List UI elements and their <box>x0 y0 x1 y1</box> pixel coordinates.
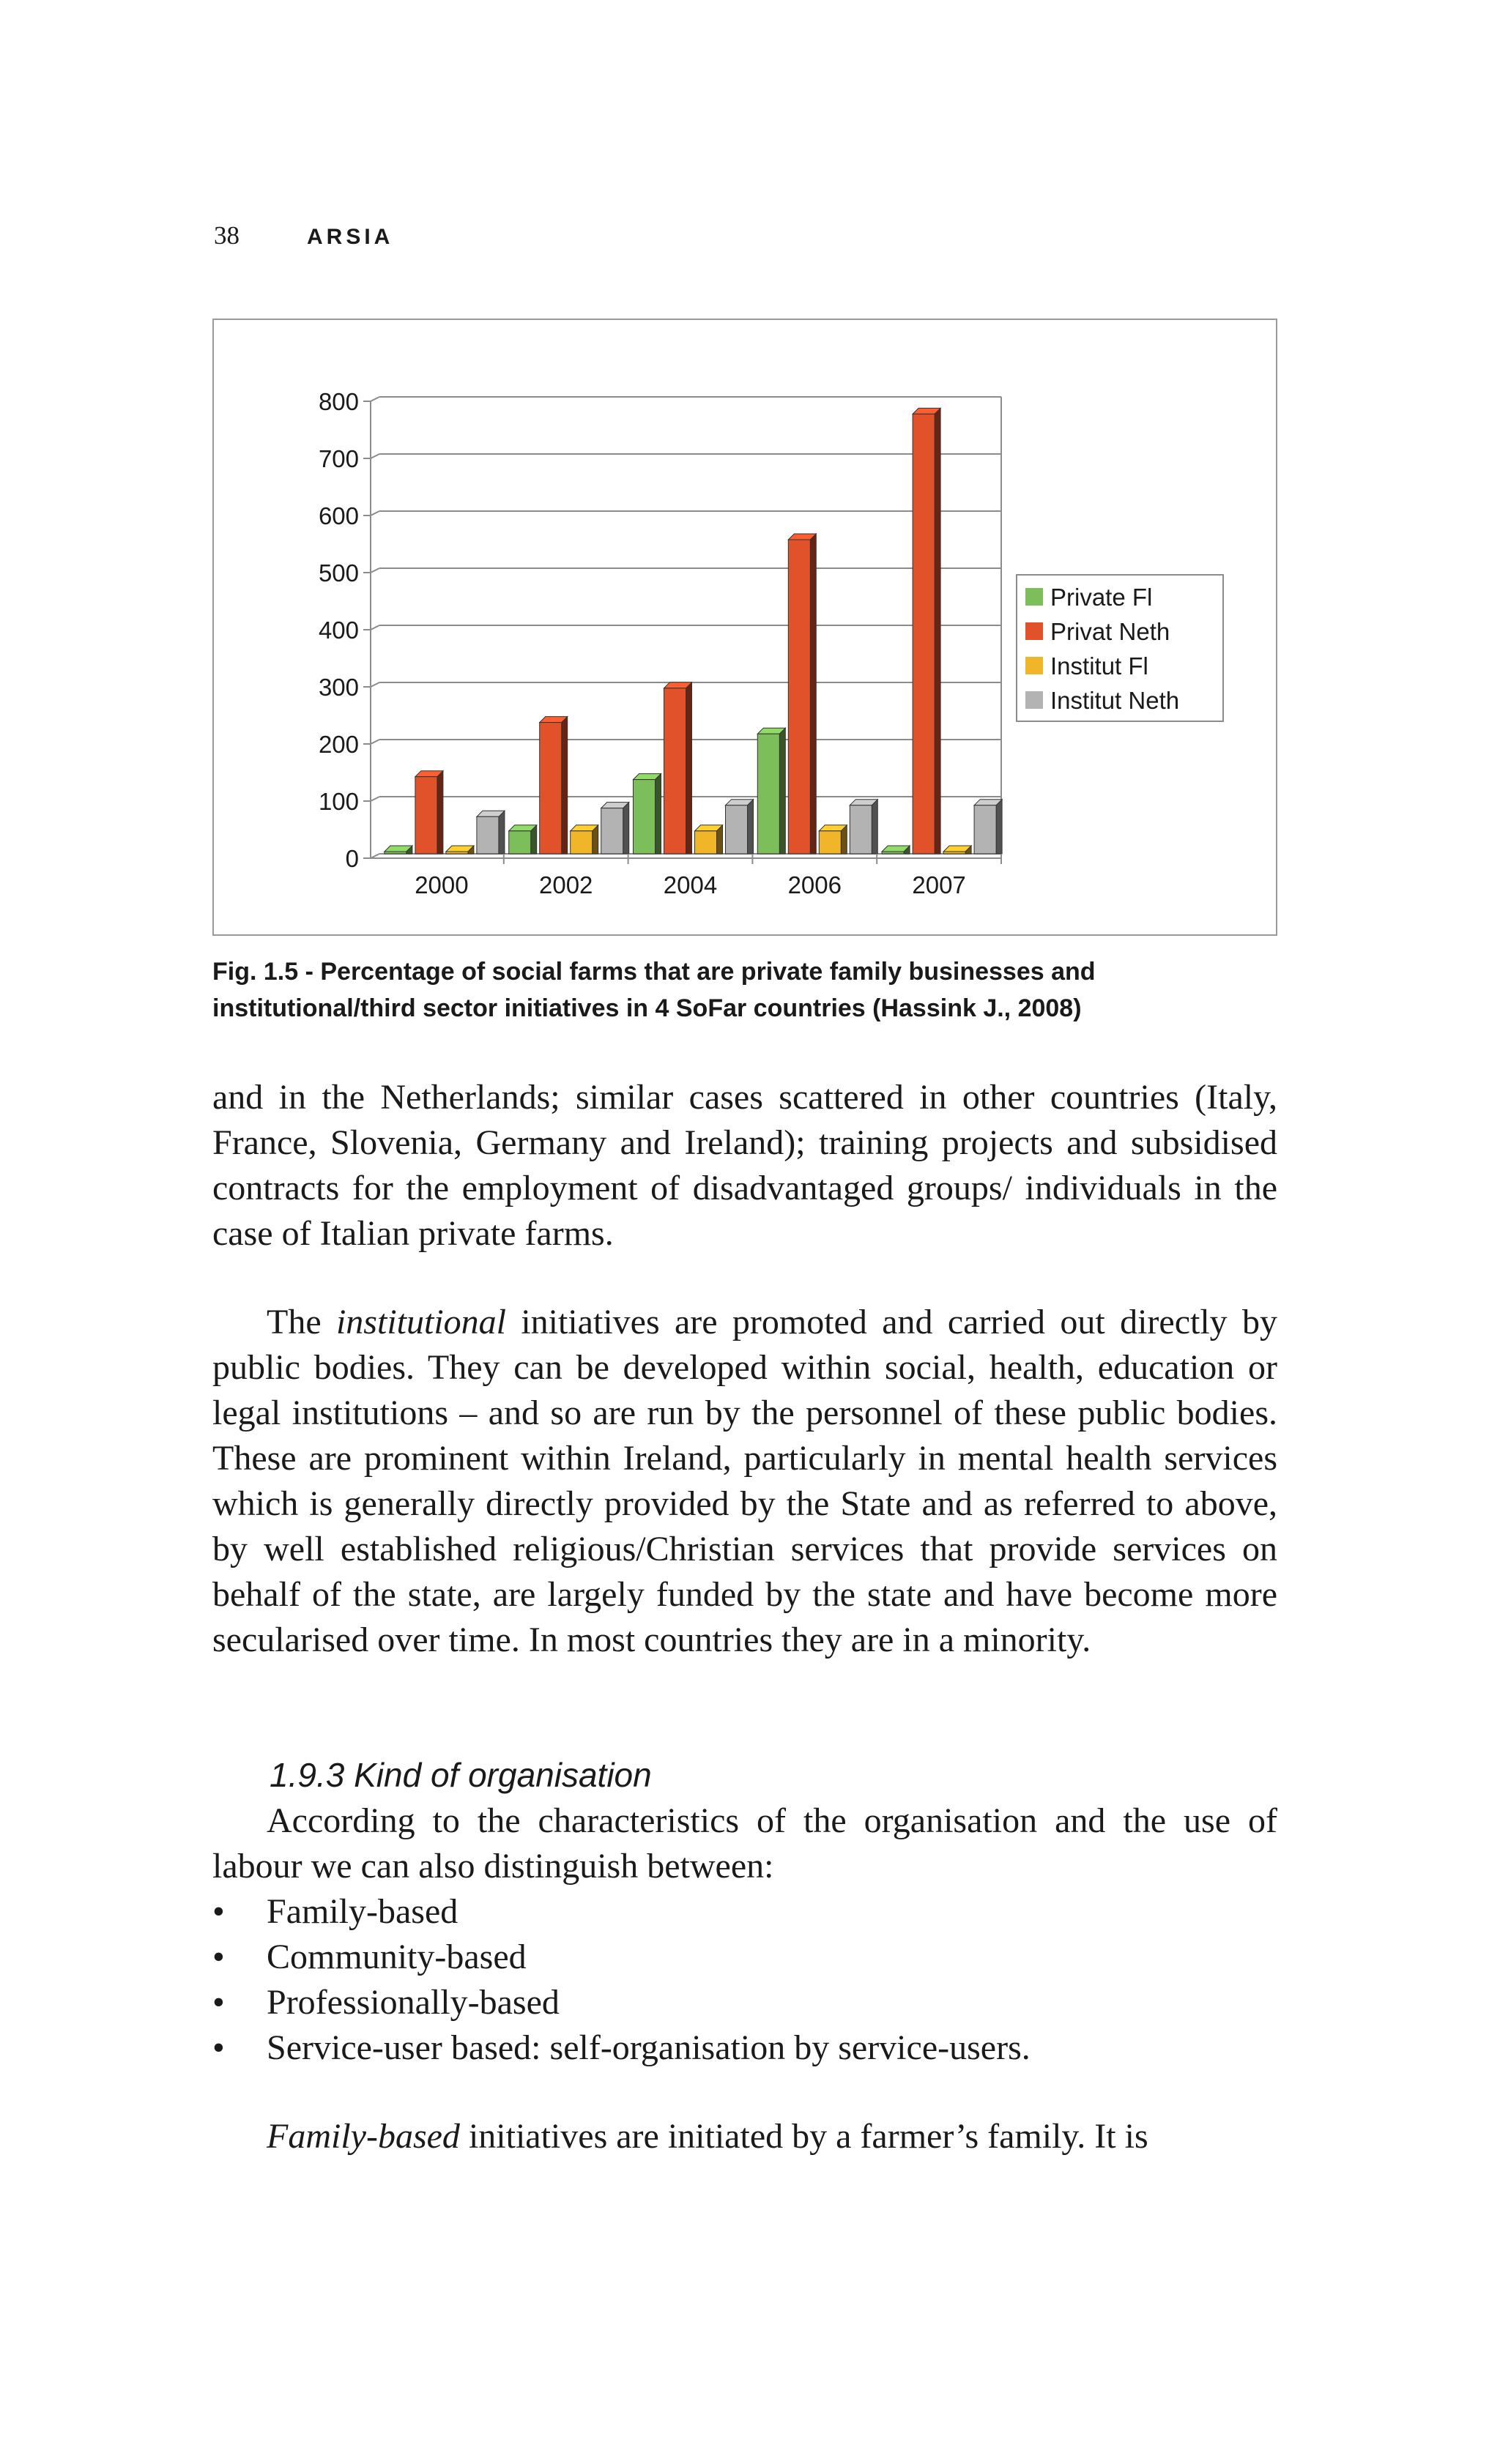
paragraph-4-rest: initiatives are initiated by a farmer’s family. It is <box>459 2117 1148 2156</box>
bullet-icon: • <box>212 2028 225 2067</box>
figure-caption <box>212 953 1282 1027</box>
bar-side <box>656 774 661 854</box>
bar-side <box>872 800 877 854</box>
bar <box>415 777 437 854</box>
bar <box>601 808 623 854</box>
caption-line-2: institutional/third sector initiatives in 4 SoFar countries (Hassink J., 2008) <box>212 994 1082 1022</box>
gridline-depth <box>371 454 379 458</box>
bar <box>726 805 748 854</box>
y-tick-label: 500 <box>318 559 359 587</box>
bar-side <box>499 811 505 854</box>
x-tick-label: 2007 <box>912 871 966 898</box>
paragraph-4-text <box>212 2114 1277 2159</box>
bar <box>664 688 686 854</box>
gridline-depth <box>371 625 379 630</box>
bullet-icon: • <box>212 1892 225 1931</box>
bar <box>446 852 468 854</box>
paragraph-2 <box>212 1300 1277 1663</box>
y-tick-label: 0 <box>345 845 359 872</box>
x-tick-label: 2002 <box>538 871 593 898</box>
bar <box>943 852 965 854</box>
caption-line-1: Fig. 1.5 - Percentage of social farms that are private family businesses and <box>212 958 1096 986</box>
legend-swatch <box>1025 588 1043 606</box>
list-item <box>212 1889 1277 1935</box>
y-tick-label: 700 <box>318 445 359 472</box>
paragraph-2-start: The <box>267 1303 336 1341</box>
bar-chart <box>214 320 1276 934</box>
bar-side <box>996 800 1002 854</box>
list-item-text: Community-based <box>267 1938 527 1976</box>
bar <box>540 723 562 854</box>
section-heading: 1.9.3 Kind of organisation <box>270 1756 652 1794</box>
bar-side <box>810 534 816 854</box>
y-tick-label: 400 <box>318 617 359 644</box>
y-tick-label: 200 <box>318 731 359 758</box>
bar <box>634 780 656 854</box>
bullet-icon: • <box>212 1983 225 2022</box>
paragraph-2-text <box>212 1300 1277 1663</box>
list-item-text: Service-user based: self-organisation by service-users. <box>267 2028 1031 2067</box>
bar <box>477 816 499 854</box>
bar <box>913 414 935 854</box>
y-tick-label: 100 <box>318 788 359 815</box>
paragraph-4 <box>212 2114 1277 2159</box>
bar <box>788 540 810 854</box>
x-tick-label: 2000 <box>415 871 469 898</box>
bar <box>757 734 779 854</box>
bar <box>974 805 996 854</box>
bar-side <box>437 771 443 854</box>
page-number: 38 <box>214 221 240 250</box>
bar-side <box>686 682 692 854</box>
bar <box>571 831 593 854</box>
y-tick-label: 800 <box>318 388 359 415</box>
y-tick-label: 300 <box>318 674 359 701</box>
list-item <box>212 1935 1277 1980</box>
bar <box>509 831 531 854</box>
bar-side <box>748 800 754 854</box>
gridline-depth <box>371 682 379 687</box>
gridline-depth <box>371 568 379 573</box>
bullet-icon: • <box>212 1938 225 1976</box>
bullet-list <box>212 1889 1277 2071</box>
legend-label: Institut Neth <box>1050 687 1180 714</box>
legend-swatch <box>1025 657 1043 674</box>
paragraph-3-text: According to the characteristics of the organisation and the use of labour we can also distinguish between: <box>212 1801 1277 1886</box>
x-tick-label: 2004 <box>663 871 718 898</box>
legend-label: Privat Neth <box>1050 618 1170 645</box>
paragraph-1 <box>212 1075 1277 1257</box>
paragraph-4-italic: Family-based <box>267 2117 460 2156</box>
list-item <box>212 1980 1277 2025</box>
running-head <box>214 221 393 256</box>
paragraph-2-italic: institutional <box>335 1303 506 1341</box>
gridline-depth <box>371 397 379 401</box>
list-item-text: Family-based <box>267 1892 458 1931</box>
legend-swatch <box>1025 622 1043 640</box>
bar-side <box>935 408 940 854</box>
bar-side <box>779 728 785 854</box>
gridline-depth <box>371 511 379 515</box>
bar <box>850 805 872 854</box>
paragraph-3 <box>212 1798 1277 1889</box>
paragraph-2-rest: initiatives are promoted and carried out directly by public bodies. They can be developed within social, health, education or legal institutions – and so are run by the personnel of these public bodies. These are prominent within Ireland, particularly in mental health services which is generally directly provided by the State and as referred to above, by well established religious/Christian services that provide services on behalf of the state, are largely funded by the state and have become more secularised over time. In most countries they are in a minority. <box>212 1303 1278 1659</box>
bar-side <box>623 803 629 854</box>
list-item-text: Professionally-based <box>267 1983 560 2022</box>
legend-label: Private Fl <box>1050 584 1153 611</box>
bar <box>819 831 841 854</box>
bar-side <box>562 717 568 854</box>
figure-box <box>212 319 1277 936</box>
y-tick-label: 600 <box>318 502 359 529</box>
running-title: ARSIA <box>307 225 394 249</box>
list-item <box>212 2025 1277 2071</box>
x-tick-label: 2006 <box>787 871 842 898</box>
gridline-depth <box>371 797 379 801</box>
gridline-depth <box>371 740 379 744</box>
legend-swatch <box>1025 691 1043 709</box>
legend-label: Institut Fl <box>1050 652 1148 680</box>
paragraph-1-text: and in the Netherlands; similar cases scattered in other countries (Italy, France, Slovenia, Germany and Ireland); training projects and subsidised contracts for the employment of disadvantaged groups/ individuals in the case of Italian private farms. <box>212 1078 1277 1253</box>
bar <box>385 852 406 854</box>
bar <box>882 852 904 854</box>
bar <box>695 831 717 854</box>
